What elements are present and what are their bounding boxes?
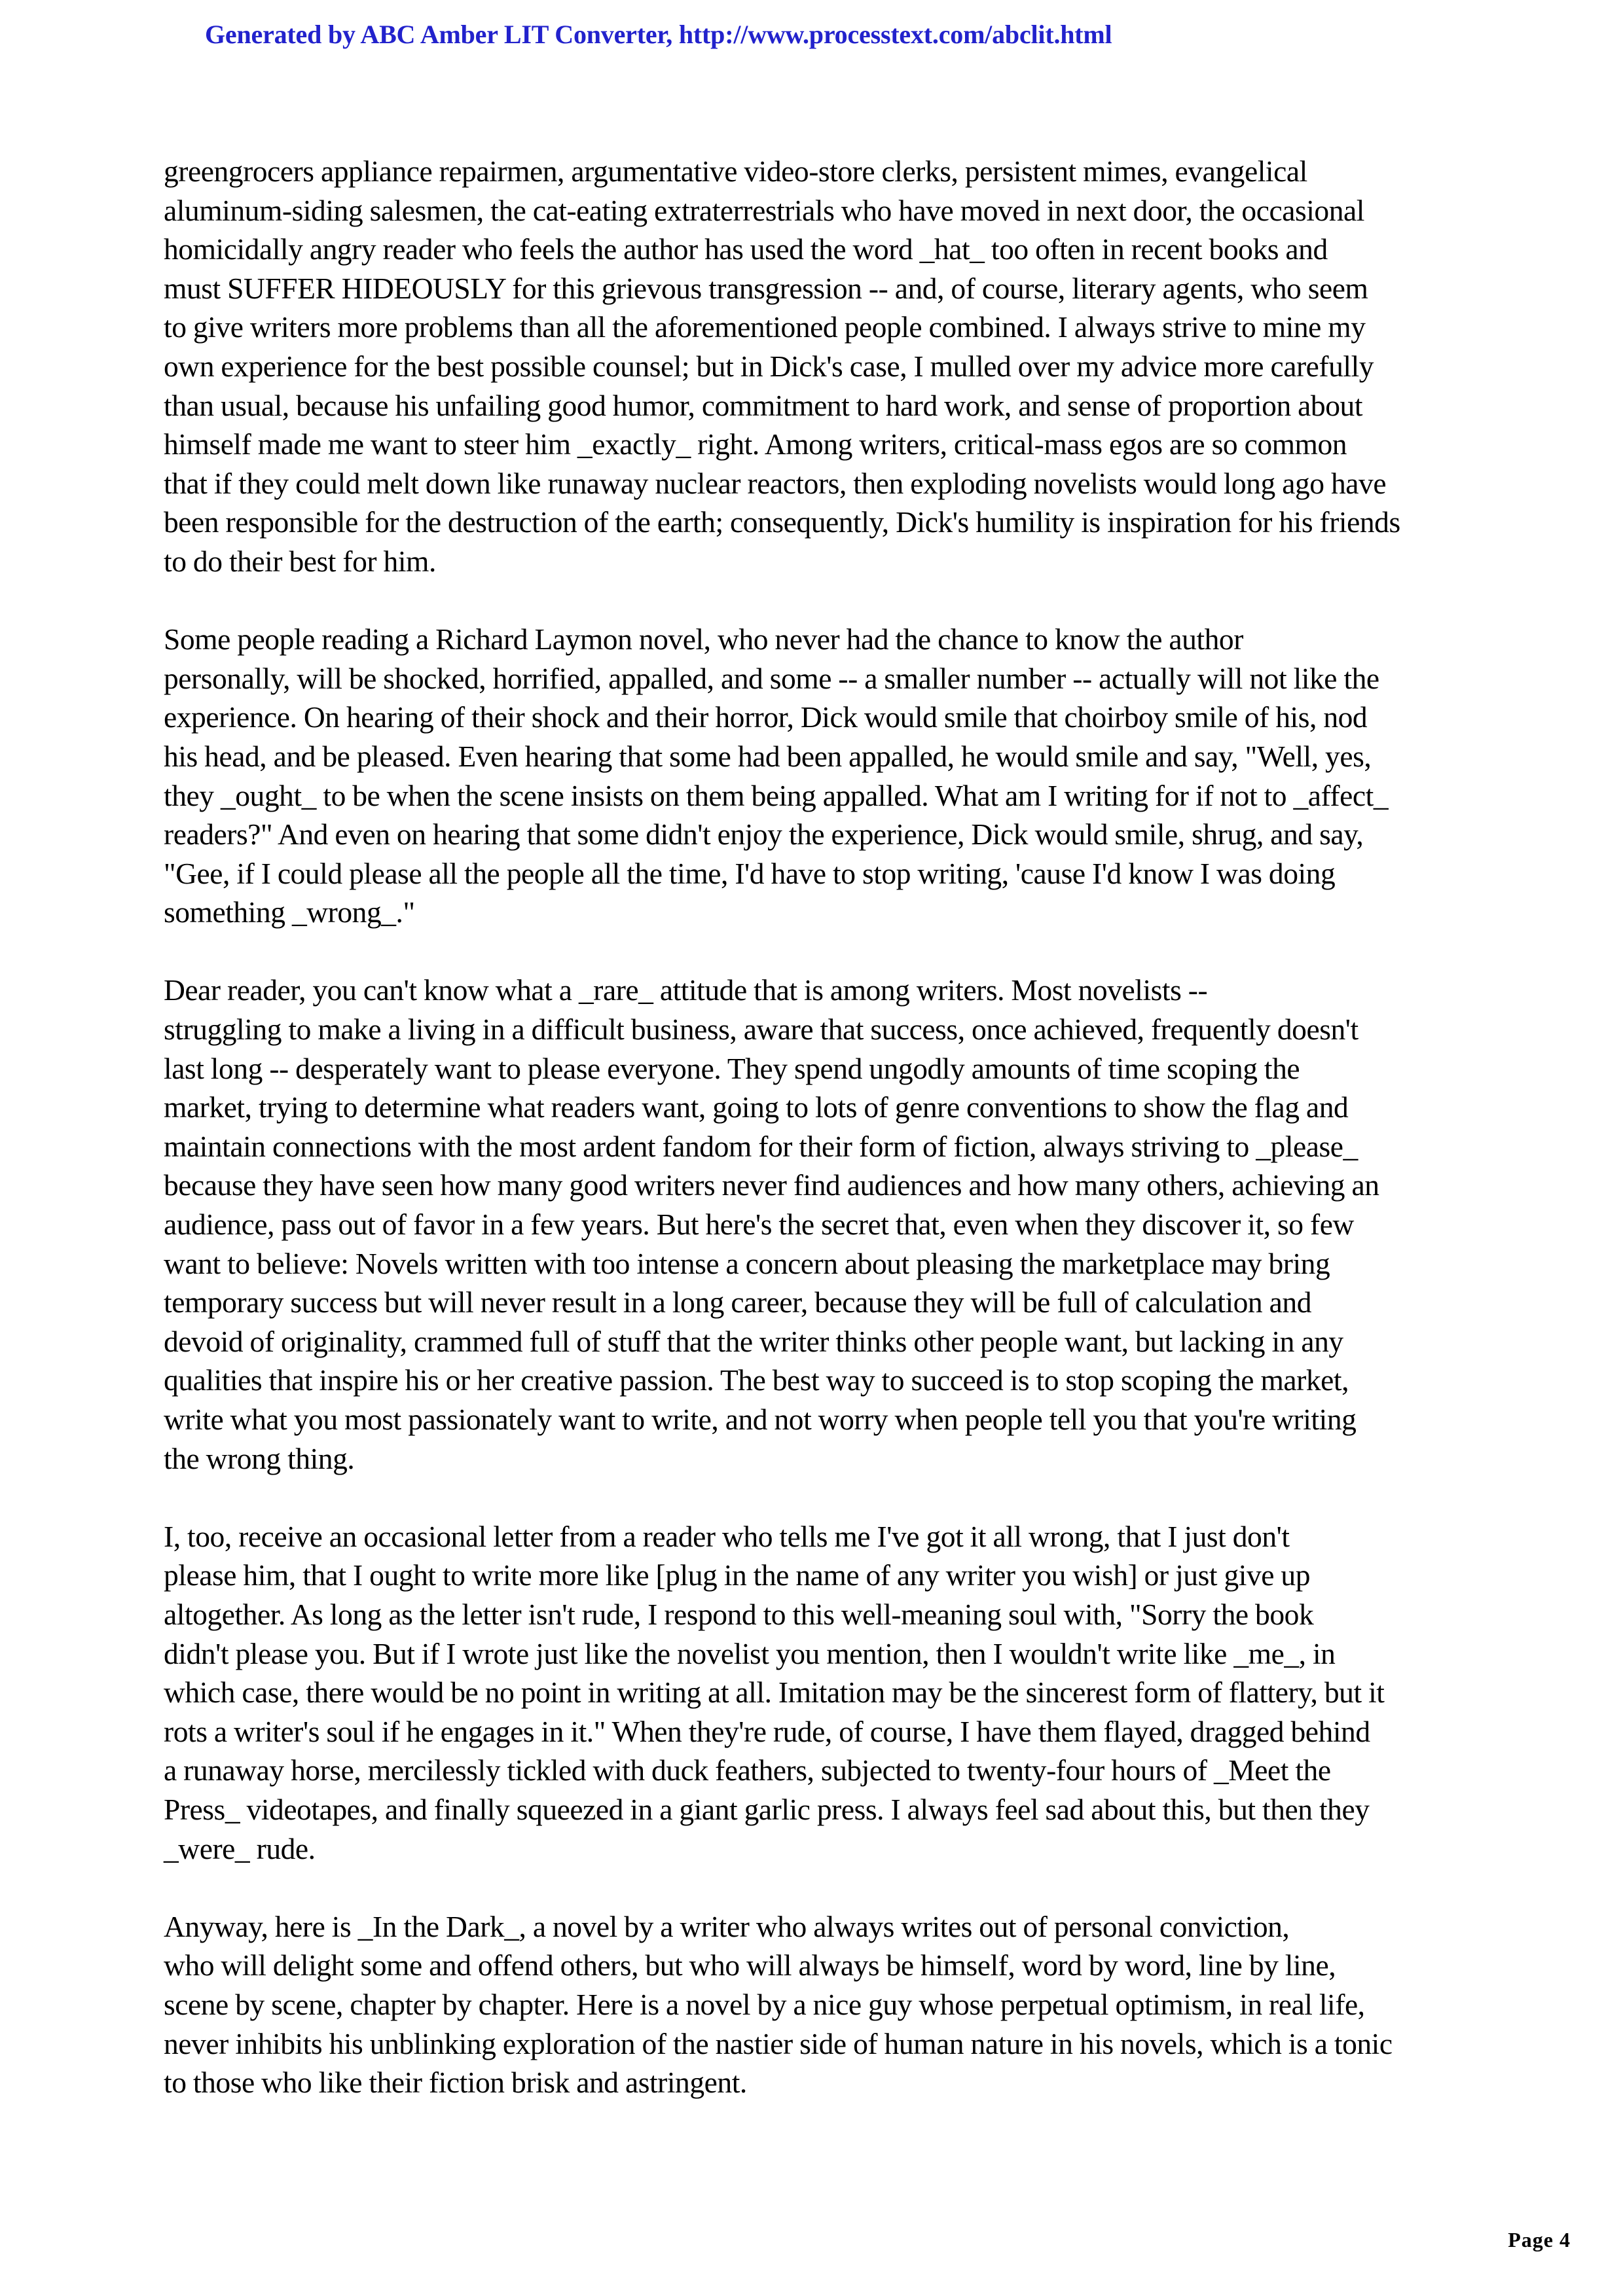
paragraph-1: greengrocers appliance repairmen, argumentative video-store clerks, persistent mimes, evangelical aluminum-siding salesmen, the cat-eating extraterrestrials who have moved in next door, the occasional homicidally angry reader who feels the author has used the word _hat_ too often in recent books and must SUFFER HIDEOUSLY for this grievous transgression -- and, of course, literary agents, who seem to give writers more problems than all the aforementioned people combined. I always strive to mine my own experience for the best possible counsel; but in Dick's case, I mulled over my advice more carefully than usual, because his unfailing good humor, commitment to hard work, and sense of proportion about himself made me want to steer him _exactly_ right. Among writers, critical-mass egos are so common that if they could melt down like runaway nuclear reactors, then exploding novelists would long ago have been responsible for the destruction of the earth; consequently, Dick's humility is inspiration for his friends to do their best for him. xyxy=(164,154,1400,578)
paragraph-5: Anyway, here is _In the Dark_, a novel by a writer who always writes out of personal conviction, who will delight some and offend others, but who will always be himself, word by word, line by line, scene by scene, chapter by chapter. Here is a novel by a nice guy whose perpetual optimism, in real life, never inhibits his unblinking exploration of the nastier side of human nature in his novels, which is a tonic to those who like their fiction brisk and astringent. xyxy=(164,1909,1393,2100)
paragraph-4: I, too, receive an occasional letter from a reader who tells me I've got it all wrong, that I just don't please him, that I ought to write more like [plug in the name of any writer you wish] or just give up altogether. As long as the letter isn't rude, I respond to this well-meaning soul with, "Sorry the book didn't please you. But if I wrote just like the novelist you mention, then I wouldn't write like _me_, in which case, there would be no point in writing at all. Imitation may be the sincerest form of flattery, but it rots a writer's soul if he engages in it." When they're rude, of course, I have them flayed, dragged behind a runaway horse, mercilessly tickled with duck feathers, subjected to twenty-four hours of _Meet the Press_ videotapes, and finally squeezed in a giant garlic press. I always feel sad about this, but then they _were_ rude. xyxy=(164,1519,1385,1865)
paragraph-3: Dear reader, you can't know what a _rare_ attitude that is among writers. Most novelists -- struggling to make a living in a difficult business, aware that success, once achieved, frequently doesn't last long -- desperately want to please everyone. They spend ungodly amounts of time scoping the market, trying to determine what readers want, going to lots of genre conventions to show the flag and maintain connections with the most ardent fandom for their form of fiction, always striving to _please_ because they have seen how many good writers never find audiences and how many others, achieving an audience, pass out of favor in a few years. But here's the secret that, even when they discover it, so few want to believe: Novels written with too intense a concern about pleasing the marketplace may bring temporary success but will never result in a long career, because they will be full of calculation and devoid of originality, crammed full of stuff that the writer thinks other people want, but lacking in any qualities that inspire his or her creative passion. The best way to succeed is to stop scoping the market, write what you most passionately want to write, and not worry when people tell you that you're writing the wrong thing. xyxy=(164,973,1379,1475)
page-number: Page 4 xyxy=(1508,2228,1571,2251)
converter-banner: Generated by ABC Amber LIT Converter, http://www.processtext.com/abclit.html xyxy=(205,20,1112,49)
paragraph-2: Some people reading a Richard Laymon novel, who never had the chance to know the author personally, will be shocked, horrified, appalled, and some -- a smaller number -- actually will not like the experience. On hearing of their shock and their horror, Dick would smile that choirboy smile of his, nod his head, and be pleased. Even hearing that some had been appalled, he would smile and say, "Well, yes, they _ought_ to be when the scene insists on them being appalled. What am I writing for if not to _affect_ readers?" And even on hearing that some didn't enjoy the experience, Dick would smile, shrug, and say, "Gee, if I could please all the people all the time, I'd have to stop writing, 'cause I'd know I was doing something _wrong_." xyxy=(164,622,1389,929)
document-body xyxy=(164,152,1473,2102)
